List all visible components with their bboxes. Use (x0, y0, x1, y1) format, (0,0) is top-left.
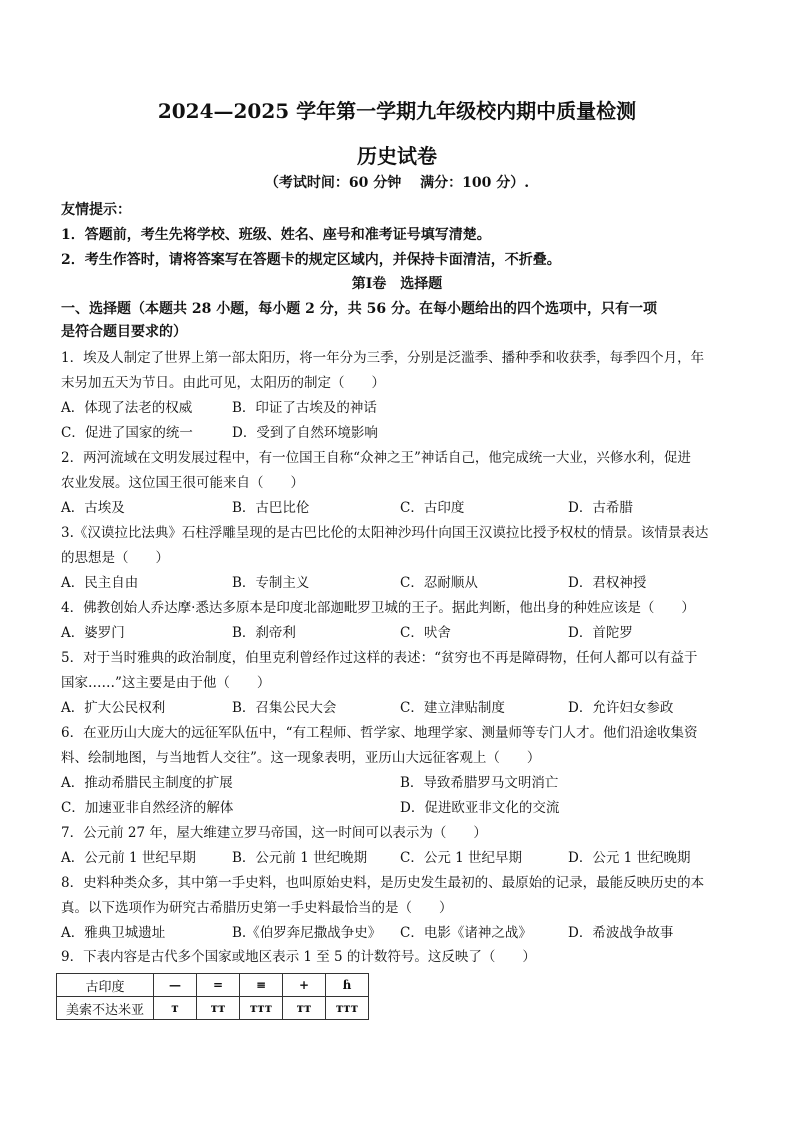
count-symbol: ᴛ (154, 997, 197, 1020)
option-d: D．受到了自然环境影响 (232, 425, 378, 441)
option-d: D．君权神授 (568, 575, 647, 591)
option-c: C．古印度 (400, 500, 465, 516)
option-b: B.《伯罗奔尼撒战争史》 (232, 925, 382, 941)
option-d: D．希波战争故事 (568, 925, 674, 941)
option-a: A．婆罗门 (61, 625, 125, 641)
option-c: C．公元 1 世纪早期 (400, 850, 523, 866)
question-1-stem: 末另加五天为节日。由此可见，太阳历的制定（ ） (61, 375, 385, 391)
option-a: A．雅典卫城遗址 (61, 925, 166, 941)
question-6-options (61, 798, 751, 818)
section-instruction: 是符合题目要求的） (61, 324, 187, 340)
option-a: A．民主自由 (61, 575, 139, 591)
question-2-options (61, 498, 751, 518)
question-2-stem: 农业发展。这位国王很可能来自（ ） (61, 475, 304, 491)
option-a: A．扩大公民权利 (61, 700, 166, 716)
question-7-options (61, 848, 751, 868)
option-a: A．古埃及 (61, 500, 125, 516)
subject-title: 历史试卷 (357, 144, 437, 168)
count-symbol-table (56, 973, 369, 1020)
notice-item-1: 1．答题前，考生先将学校、班级、姓名、座号和准考证号填写清楚。 (61, 227, 491, 243)
option-b: B．刹帝利 (232, 625, 296, 641)
question-6-stem: 料、绘制地图，与当地哲人交往”。这一现象表明，亚历山大远征客观上（ ） (61, 750, 541, 766)
count-symbol: ᴛᴛ (197, 997, 240, 1020)
question-5-stem: 国家……”这主要是由于他（ ） (61, 675, 271, 691)
question-4-stem: 4．佛教创始人乔达摩·悉达多原本是印度北部迦毗罗卫城的王子。据此判断，他出身的种姓应该是（ ） (61, 600, 695, 616)
question-6-stem: 6．在亚历山大庞大的远征军队伍中，“有工程师、哲学家、地理学家、测量师等专门人才。他们沿途收集资 (61, 725, 698, 741)
question-6-options (61, 773, 751, 793)
question-5-options (61, 698, 751, 718)
option-b: B．召集公民大会 (232, 700, 337, 716)
option-d: D．公元 1 世纪晚期 (568, 850, 691, 866)
count-symbol: ≡ (240, 974, 283, 997)
question-1-options (61, 423, 751, 443)
option-b: B．导致希腊罗马文明消亡 (400, 775, 559, 791)
section-title: 第Ⅰ卷 选择题 (351, 276, 443, 292)
question-4-options (61, 623, 751, 643)
count-symbol: ɦ (326, 974, 369, 997)
question-5-stem: 5．对于当时雅典的政治制度，伯里克利曾经作过这样的表述：“贫穷也不再是障碍物，任何人都可以有益于 (61, 650, 698, 666)
question-1-stem: 1．埃及人制定了世界上第一部太阳历，将一年分为三季，分别是泛滥季、播种季和收获季，每季四个月，年 (61, 350, 705, 366)
table-row (57, 997, 369, 1020)
count-symbol: ᴛᴛ (283, 997, 326, 1020)
option-b: B．专制主义 (232, 575, 310, 591)
notice-heading: 友情提示： (61, 202, 131, 218)
count-symbol: = (197, 974, 240, 997)
notice-item-2: 2．考生作答时，请将答案写在答题卡的规定区域内，并保持卡面清洁，不折叠。 (61, 252, 561, 268)
question-8-stem: 8．史料种类众多，其中第一手史料，也叫原始史料，是历史发生最初的、最原始的记录，最能反映历史的本 (61, 875, 705, 891)
exam-info: （考试时间：60 分钟 满分：100 分）. (264, 175, 530, 191)
question-3-options (61, 573, 751, 593)
count-symbol: ᴛᴛᴛ (240, 997, 283, 1020)
option-c: C．忍耐顺从 (400, 575, 478, 591)
question-8-stem: 真。以下选项作为研究古希腊历史第一手史料最恰当的是（ ） (61, 900, 453, 916)
option-d: D．促进欧亚非文化的交流 (400, 800, 560, 816)
question-7-stem: 7．公元前 27 年，屋大维建立罗马帝国，这一时间可以表示为（ ） (61, 825, 487, 841)
option-a: A．体现了法老的权威 (61, 400, 193, 416)
option-a: A．公元前 1 世纪早期 (61, 850, 196, 866)
question-8-options (61, 923, 751, 943)
question-1-options (61, 398, 751, 418)
table-row-label: 古印度 (57, 974, 154, 997)
table-row-label: 美索不达米亚 (57, 997, 154, 1020)
option-c: C．加速亚非自然经济的解体 (61, 800, 234, 816)
question-3-stem: 3.《汉谟拉比法典》石柱浮雕呈现的是古巴比伦的太阳神沙玛什向国王汉谟拉比授予权杖的情景。该情景表达 (61, 525, 709, 541)
option-c: C．建立津贴制度 (400, 700, 505, 716)
question-2-stem: 2．两河流域在文明发展过程中，有一位国王自称“众神之王”神话自己，他完成统一大业，兴修水利，促进 (61, 450, 691, 466)
option-a: A．推动希腊民主制度的扩展 (61, 775, 233, 791)
question-3-stem: 的思想是（ ） (61, 550, 169, 566)
count-symbol: ᴛᴛᴛ (326, 997, 369, 1020)
option-b: B．古巴比伦 (232, 500, 310, 516)
option-d: D．首陀罗 (568, 625, 633, 641)
option-b: B．公元前 1 世纪晚期 (232, 850, 368, 866)
option-c: C．电影《诸神之战》 (400, 925, 532, 941)
option-c: C．促进了国家的统一 (61, 425, 193, 441)
option-b: B．印证了古埃及的神话 (232, 400, 377, 416)
count-symbol: + (283, 974, 326, 997)
section-instruction: 一、选择题（本题共 28 小题，每小题 2 分，共 56 分。在每小题给出的四个选项中，只有一项 (61, 301, 657, 317)
count-symbol: — (154, 974, 197, 997)
option-c: C．吠舍 (400, 625, 451, 641)
option-d: D．古希腊 (568, 500, 633, 516)
option-d: D．允许妇女参政 (568, 700, 674, 716)
exam-title: 2024—2025 学年第一学期九年级校内期中质量检测 (157, 99, 637, 123)
table-row (57, 974, 369, 997)
question-9-stem: 9．下表内容是古代多个国家或地区表示 1 至 5 的计数符号。这反映了（ ） (61, 949, 536, 965)
